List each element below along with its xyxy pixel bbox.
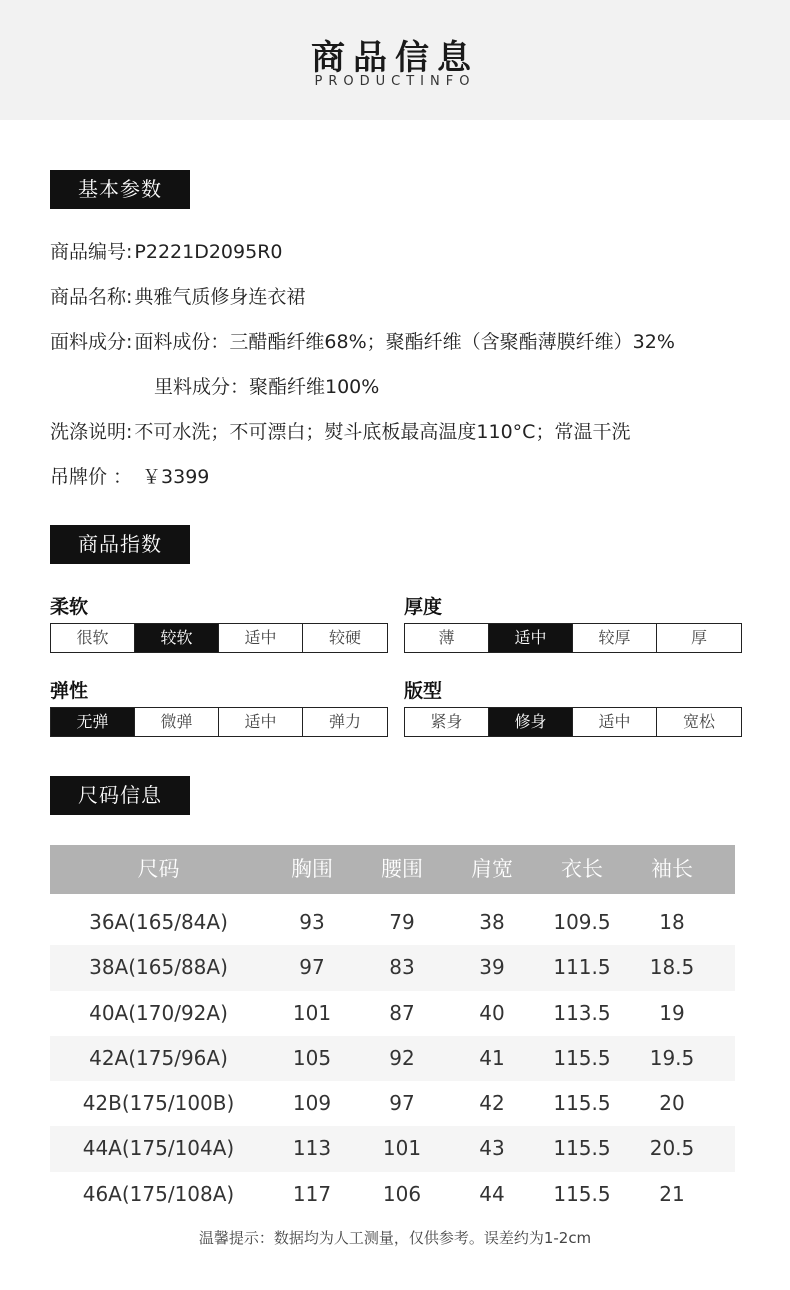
table-cell: 46A(175/108A): [82, 1181, 235, 1206]
param-name-key: 商品名称:: [50, 286, 133, 308]
table-cell: 20: [659, 1091, 685, 1116]
param-price-value: ￥3399: [142, 466, 210, 488]
param-wash-value: 不可水洗；不可漂白；熨斗底板最高温度110°C；常温干洗: [134, 421, 631, 443]
table-cell: 115.5: [553, 1091, 611, 1116]
table-row: [50, 1081, 735, 1126]
table-row: [50, 945, 735, 990]
page-header: [0, 0, 790, 120]
table-cell: 113.5: [553, 1000, 611, 1025]
size-table-header: [50, 845, 735, 894]
table-cell: 21: [659, 1181, 685, 1206]
table-cell: 101: [292, 1000, 332, 1025]
scale-option: 适中: [219, 708, 303, 736]
header-cell: 腰围: [381, 857, 423, 881]
table-cell: 19.5: [649, 1045, 695, 1070]
table-row: [50, 900, 735, 945]
scale-option: 修身: [489, 708, 573, 736]
table-cell: 42: [479, 1091, 505, 1116]
param-fabric-key: 面料成分:: [50, 331, 133, 353]
scale-option: 宽松: [682, 712, 715, 731]
table-cell: 38A(165/88A): [89, 955, 228, 980]
index-softness-scale: [50, 623, 388, 653]
header-cell: 胸围: [291, 857, 333, 881]
header-cell: 尺码: [137, 857, 180, 881]
param-wash: [50, 417, 630, 444]
section-label-index: 商品指数: [50, 525, 190, 564]
scale-option: 厚: [690, 628, 707, 647]
table-row: [50, 1126, 735, 1171]
scale-option: 弹力: [328, 712, 361, 731]
size-note: 温馨提示：数据均为人工测量，仅供参考。误差约为1-2cm: [198, 1229, 592, 1247]
table-cell: 44: [479, 1181, 505, 1206]
header-cell: 衣长: [561, 857, 603, 881]
scale-option: 无弹: [51, 708, 135, 736]
scale-option: 微弹: [135, 708, 219, 736]
param-price-key: 吊牌价 ：: [50, 466, 133, 488]
table-cell: 38: [479, 910, 505, 934]
table-cell: 79: [389, 910, 415, 934]
index-elasticity-title: 弹性: [50, 680, 89, 702]
table-cell: 109: [292, 1091, 332, 1116]
table-cell: 18.5: [649, 955, 695, 980]
param-code-key: 商品编号:: [50, 241, 133, 263]
index-elasticity-scale: [50, 707, 388, 737]
table-cell: 115.5: [553, 1181, 611, 1206]
table-cell: 40A(170/92A): [89, 1000, 228, 1025]
scale-option: 很软: [51, 624, 135, 652]
table-row: [50, 991, 735, 1036]
table-cell: 113: [292, 1136, 332, 1161]
table-cell: 117: [292, 1181, 332, 1206]
table-cell: 18: [659, 910, 685, 934]
table-cell: 83: [389, 955, 415, 980]
param-name: [50, 282, 305, 309]
param-price: [50, 462, 209, 489]
param-fabric-value: 面料成份：三醋酯纤维68%；聚酯纤维（含聚酯薄膜纤维）32%: [134, 331, 675, 353]
table-cell: 19: [659, 1000, 685, 1025]
table-cell: 109.5: [553, 910, 611, 934]
param-code: [50, 237, 283, 264]
param-fabric: [50, 327, 675, 354]
table-row: [50, 1172, 735, 1217]
section-label-size: 尺码信息: [50, 776, 190, 815]
scale-option: 较厚: [573, 624, 657, 652]
table-cell: 40: [479, 1000, 505, 1025]
scale-option: 薄: [405, 624, 489, 652]
param-lining: [154, 372, 379, 399]
table-cell: 115.5: [553, 1136, 611, 1161]
table-cell: 39: [479, 955, 505, 980]
table-cell: 111.5: [553, 955, 611, 980]
table-cell: 97: [389, 1091, 415, 1116]
scale-option: 适中: [489, 624, 573, 652]
param-wash-key: 洗涤说明:: [50, 421, 133, 443]
index-thickness-scale: [404, 623, 742, 653]
table-cell: 92: [389, 1045, 415, 1070]
param-name-value: 典雅气质修身连衣裙: [134, 286, 306, 308]
param-code-value: P2221D2095R0: [134, 241, 283, 263]
table-cell: 42B(175/100B): [82, 1091, 235, 1116]
header-cell: 肩宽: [471, 857, 513, 881]
table-cell: 36A(165/84A): [89, 910, 228, 934]
table-cell: 101: [382, 1136, 422, 1161]
size-table: [50, 845, 735, 1217]
table-cell: 87: [389, 1000, 415, 1025]
page-subtitle: PRODUCTINFO: [314, 74, 476, 89]
table-cell: 105: [292, 1045, 332, 1070]
index-fit-title: 版型: [404, 680, 443, 702]
scale-option: 适中: [219, 624, 303, 652]
table-cell: 97: [299, 955, 325, 980]
table-cell: 44A(175/104A): [82, 1136, 235, 1161]
table-cell: 43: [479, 1136, 505, 1161]
index-fit-scale: [404, 707, 742, 737]
scale-option: 适中: [573, 708, 657, 736]
scale-option: 紧身: [405, 708, 489, 736]
table-cell: 41: [479, 1045, 505, 1070]
table-cell: 93: [299, 910, 325, 934]
table-row: [50, 1036, 735, 1081]
section-label-basic: 基本参数: [50, 170, 190, 209]
scale-option: 较软: [135, 624, 219, 652]
table-cell: 20.5: [649, 1136, 695, 1161]
table-cell: 106: [382, 1181, 422, 1206]
scale-option: 较硬: [328, 628, 361, 647]
index-thickness-title: 厚度: [404, 596, 443, 618]
table-cell: 115.5: [553, 1045, 611, 1070]
table-cell: 42A(175/96A): [89, 1045, 228, 1070]
param-lining-value: 里料成分：聚酯纤维100%: [154, 376, 380, 398]
header-cell: 袖长: [651, 857, 693, 881]
page-title: 商品信息: [311, 38, 479, 78]
index-softness-title: 柔软: [50, 596, 89, 618]
